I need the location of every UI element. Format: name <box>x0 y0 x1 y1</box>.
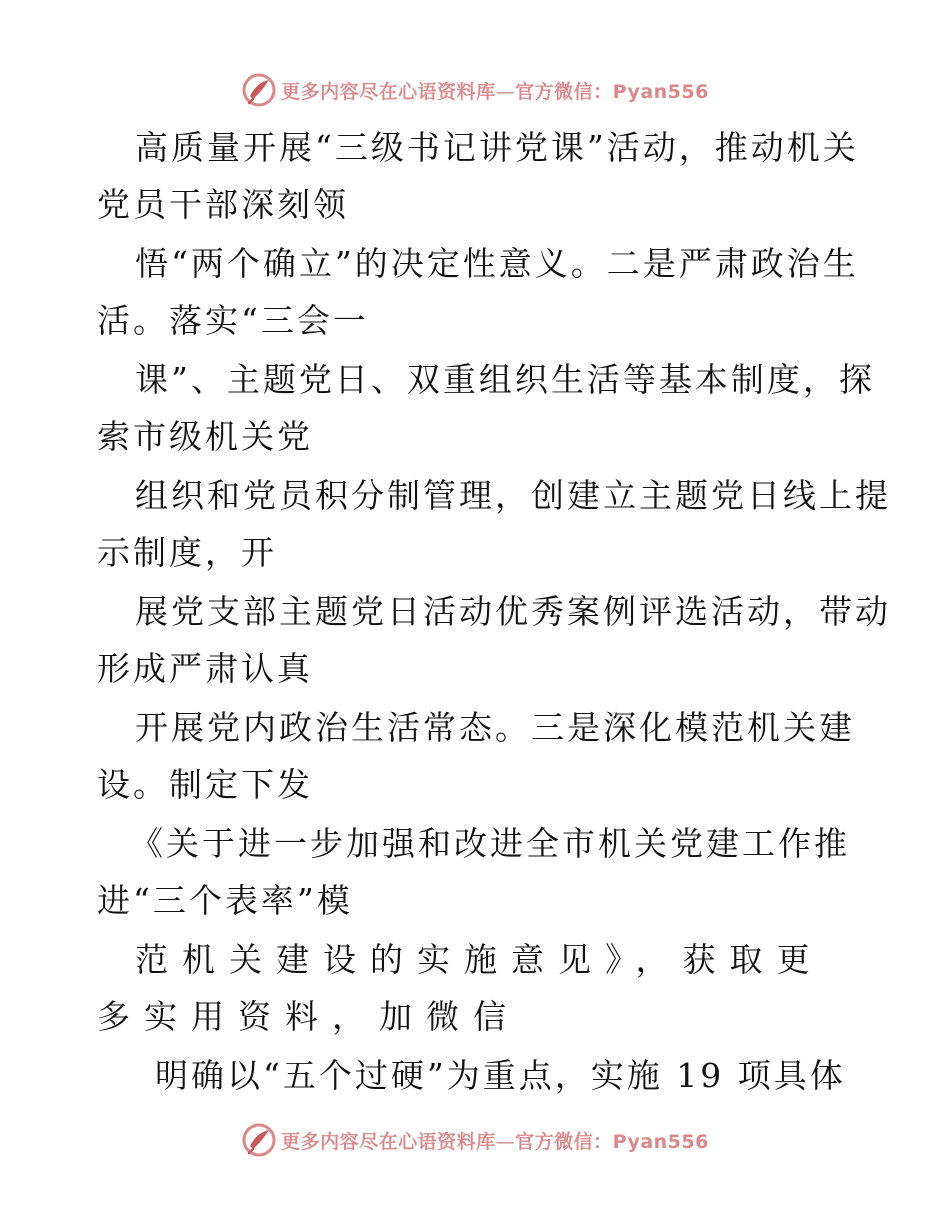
body-line-15: 范机关建设的实施意见》，获取更 <box>135 940 824 979</box>
header-banner-separator: — <box>495 80 516 103</box>
document-body <box>0 120 950 1110</box>
body-line-11: 开展党内政治生活常态。三是深化模范机关建 <box>135 708 855 747</box>
body-line-2: 党员干部深刻领 <box>97 185 349 224</box>
body-line-6: 索市级机关党 <box>97 417 313 456</box>
header-banner-main: 更多内容尽在心语资料库 <box>281 80 496 103</box>
body-line-8: 示制度，开 <box>97 533 277 572</box>
body-line-9: 展党支部主题党日活动优秀案例评选活动，带动 <box>135 592 891 631</box>
body-line-5: 课”、主题党日、双重组织生活等基本制度，探 <box>135 360 875 399</box>
body-line-17: 明确以“五个过硬”为重点，实施 19 项具体 <box>155 1056 846 1095</box>
body-line-10: 形成严肃认真 <box>97 649 313 688</box>
calligraphy-brush-logo-icon <box>241 72 277 108</box>
body-line-16: 多实用资料，加微信 <box>97 997 520 1036</box>
footer-banner-wechat: 官方微信：Pyan556 <box>515 1130 709 1153</box>
header-banner-text <box>281 77 709 104</box>
header-banner <box>0 70 950 110</box>
header-banner-wechat: 官方微信：Pyan556 <box>515 80 709 103</box>
body-line-7: 组织和党员积分制管理，创建立主题党日线上提 <box>135 476 891 515</box>
body-line-3: 悟“两个确立”的决定性意义。二是严肃政治生 <box>135 244 859 283</box>
body-line-1: 高质量开展“三级书记讲党课”活动，推动机关 <box>135 128 859 167</box>
body-line-4: 活。落实“三会一 <box>97 301 369 340</box>
body-line-13: 《关于进一步加强和改进全市机关党建工作推 <box>130 824 850 863</box>
calligraphy-brush-logo-icon <box>241 1122 277 1158</box>
body-line-12: 设。制定下发 <box>97 765 313 804</box>
footer-banner-main: 更多内容尽在心语资料库 <box>281 1130 496 1153</box>
body-line-14: 进“三个表率”模 <box>97 881 353 920</box>
footer-banner-text <box>281 1127 709 1154</box>
footer-banner-separator: — <box>495 1130 516 1153</box>
footer-banner <box>0 1120 950 1160</box>
